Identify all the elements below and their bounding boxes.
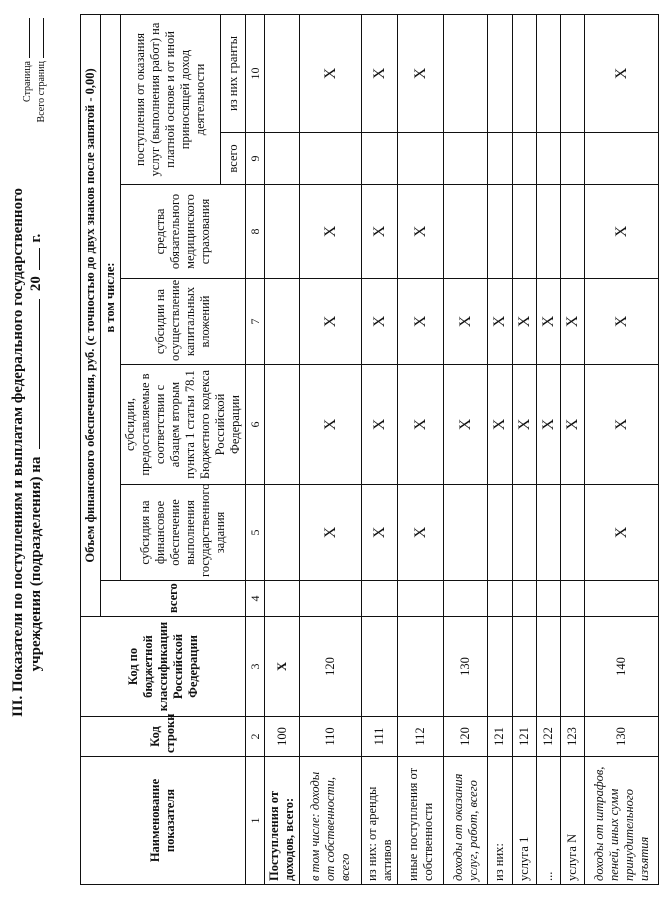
- row-oms: [536, 185, 560, 279]
- row-subsidy-capital: X: [488, 279, 512, 365]
- row-subsidy-task: X: [362, 485, 398, 581]
- header-paid-income: поступления от оказания услуг (выполнения работ) на платной основе и от иной приносящей доход деятельности: [121, 14, 221, 184]
- row-subsidy-78: X: [488, 365, 512, 485]
- row-subsidy-task: [265, 485, 300, 581]
- row-subsidy-task: X: [398, 485, 444, 581]
- col-num: 9: [246, 133, 265, 185]
- row-oms: [512, 185, 536, 279]
- row-name: ...: [536, 757, 560, 885]
- row-kbk: [488, 617, 512, 717]
- section-title: III. Показатели по поступлениям и выплатам федерального государственного: [10, 187, 26, 718]
- header-grants: из них гранты: [221, 14, 246, 132]
- row-subsidy-capital: X: [362, 279, 398, 365]
- row-kbk: 140: [585, 617, 659, 717]
- row-code: 100: [265, 717, 300, 757]
- row-oms: X: [585, 185, 659, 279]
- row-kbk: [362, 617, 398, 717]
- row-oms: [488, 185, 512, 279]
- row-grants: X: [362, 14, 398, 132]
- col-num: 4: [246, 581, 265, 617]
- page-number: [22, 18, 33, 102]
- header-row-code: Код строки: [81, 717, 246, 757]
- table-row: [488, 14, 512, 884]
- row-name: услуга N: [560, 757, 584, 885]
- row-subsidy-capital: X: [398, 279, 444, 365]
- row-subsidy-capital: [265, 279, 300, 365]
- row-paid-total: [512, 133, 536, 185]
- header-in-that-number: в том числе:: [101, 14, 121, 580]
- row-code: 122: [536, 717, 560, 757]
- column-number-row: [246, 14, 265, 884]
- header-paid-total: всего: [221, 133, 246, 185]
- table-row: [536, 14, 560, 884]
- row-name: доходы от штрафов, пеней, иных сумм принудительного изъятия: [585, 757, 659, 885]
- col-num: 2: [246, 717, 265, 757]
- row-oms: X: [398, 185, 444, 279]
- row-subsidy-capital: X: [536, 279, 560, 365]
- row-total: [300, 581, 362, 617]
- row-subsidy-78: [265, 365, 300, 485]
- row-subsidy-capital: X: [300, 279, 362, 365]
- col-num: 6: [246, 365, 265, 485]
- row-kbk: 130: [444, 617, 488, 717]
- row-paid-total: [300, 133, 362, 185]
- row-subsidy-78: X: [300, 365, 362, 485]
- page-blank: [29, 18, 30, 58]
- row-subsidy-task: [536, 485, 560, 581]
- col-num: 5: [246, 485, 265, 581]
- col-num: 3: [246, 617, 265, 717]
- row-code: 112: [398, 717, 444, 757]
- title-prefix: учреждения (подразделения) на: [28, 456, 44, 672]
- row-subsidy-78: X: [398, 365, 444, 485]
- row-subsidy-78: X: [362, 365, 398, 485]
- row-code: 123: [560, 717, 584, 757]
- row-code: 120: [444, 717, 488, 757]
- col-num: 1: [246, 757, 265, 885]
- title-year: 20: [28, 276, 44, 292]
- total-label: Всего страниц: [36, 61, 47, 123]
- header-budget-code: Код по бюджетной классификации Российской Федерации: [81, 617, 246, 717]
- year-blank: [39, 248, 40, 270]
- row-subsidy-capital: X: [444, 279, 488, 365]
- table-row: [585, 14, 659, 884]
- table-row: [560, 14, 584, 884]
- row-grants: X: [585, 14, 659, 132]
- row-subsidy-task: [444, 485, 488, 581]
- row-code: 110: [300, 717, 362, 757]
- table-row: [444, 14, 488, 884]
- row-grants: [265, 14, 300, 132]
- row-subsidy-capital: X: [512, 279, 536, 365]
- row-code: 121: [512, 717, 536, 757]
- row-kbk: 120: [300, 617, 362, 717]
- row-paid-total: [362, 133, 398, 185]
- row-name: доходы от оказания услуг, работ, всего: [444, 757, 488, 885]
- total-blank: [43, 18, 44, 58]
- row-paid-total: [398, 133, 444, 185]
- row-subsidy-task: [560, 485, 584, 581]
- row-paid-total: [444, 133, 488, 185]
- col-num: 7: [246, 279, 265, 365]
- col-num: 8: [246, 185, 265, 279]
- header-name: Наименование показателя: [81, 757, 246, 885]
- header-volume: Объем финансового обеспечения, руб. (с точностью до двух знаков после запятой - 0,00): [81, 14, 101, 616]
- row-kbk: X: [265, 617, 300, 717]
- table-row: [362, 14, 398, 884]
- row-subsidy-78: X: [560, 365, 584, 485]
- row-name: в том числе: доходы от собственности, всего: [300, 757, 362, 885]
- row-subsidy-78: X: [585, 365, 659, 485]
- row-grants: [536, 14, 560, 132]
- row-paid-total: [560, 133, 584, 185]
- row-grants: [560, 14, 584, 132]
- row-subsidy-task: X: [585, 485, 659, 581]
- header-row-1: [81, 14, 101, 884]
- row-total: [536, 581, 560, 617]
- row-subsidy-capital: X: [585, 279, 659, 365]
- row-oms: X: [300, 185, 362, 279]
- page-total: [36, 18, 47, 122]
- table-row: [300, 14, 362, 884]
- row-subsidy-task: [488, 485, 512, 581]
- row-kbk: [512, 617, 536, 717]
- header-total: всего: [101, 581, 246, 617]
- row-total: [362, 581, 398, 617]
- title-suffix: г.: [28, 233, 44, 243]
- row-name: услуга 1: [512, 757, 536, 885]
- row-code: 111: [362, 717, 398, 757]
- header-subsidy-task: субсидия на финансовое обеспечение выполнения государственного задания: [121, 485, 246, 581]
- row-grants: [488, 14, 512, 132]
- row-grants: [512, 14, 536, 132]
- table-row: [512, 14, 536, 884]
- row-paid-total: [265, 133, 300, 185]
- row-grants: [444, 14, 488, 132]
- table-row: [265, 14, 300, 884]
- row-grants: X: [300, 14, 362, 132]
- row-total: [398, 581, 444, 617]
- row-paid-total: [536, 133, 560, 185]
- row-code: 121: [488, 717, 512, 757]
- row-paid-total: [585, 133, 659, 185]
- row-grants: X: [398, 14, 444, 132]
- report-table: [80, 14, 659, 885]
- row-oms: X: [362, 185, 398, 279]
- row-name: из них:: [488, 757, 512, 885]
- row-total: [585, 581, 659, 617]
- row-kbk: [398, 617, 444, 717]
- date-blank: [39, 299, 40, 449]
- row-subsidy-task: [512, 485, 536, 581]
- row-oms: [560, 185, 584, 279]
- header-oms: средства обязательного медицинского страхования: [121, 185, 246, 279]
- row-subsidy-78: X: [444, 365, 488, 485]
- row-total: [265, 581, 300, 617]
- row-subsidy-78: X: [512, 365, 536, 485]
- row-total: [560, 581, 584, 617]
- row-total: [488, 581, 512, 617]
- row-name: из них: от аренды активов: [362, 757, 398, 885]
- header-subsidy-capital: субсидии на осуществление капитальных вложений: [121, 279, 246, 365]
- section-title-line2: [28, 0, 45, 905]
- row-total: [512, 581, 536, 617]
- row-oms: [265, 185, 300, 279]
- row-name: Поступления от доходов, всего:: [265, 757, 300, 885]
- row-total: [444, 581, 488, 617]
- row-subsidy-78: X: [536, 365, 560, 485]
- row-subsidy-capital: X: [560, 279, 584, 365]
- row-name: иные поступления от собственности: [398, 757, 444, 885]
- header-subsidy-78: субсидии, предоставляемые в соответствии с абзацем вторым пункта 1 статьи 78.1 Бюджетного кодекса Российской Федерации: [121, 365, 246, 485]
- row-code: 130: [585, 717, 659, 757]
- table-body: [265, 14, 659, 884]
- row-oms: [444, 185, 488, 279]
- row-subsidy-task: X: [300, 485, 362, 581]
- page-label: Страница: [22, 61, 33, 102]
- table-row: [398, 14, 444, 884]
- row-kbk: [536, 617, 560, 717]
- row-kbk: [560, 617, 584, 717]
- row-paid-total: [488, 133, 512, 185]
- col-num: 10: [246, 14, 265, 132]
